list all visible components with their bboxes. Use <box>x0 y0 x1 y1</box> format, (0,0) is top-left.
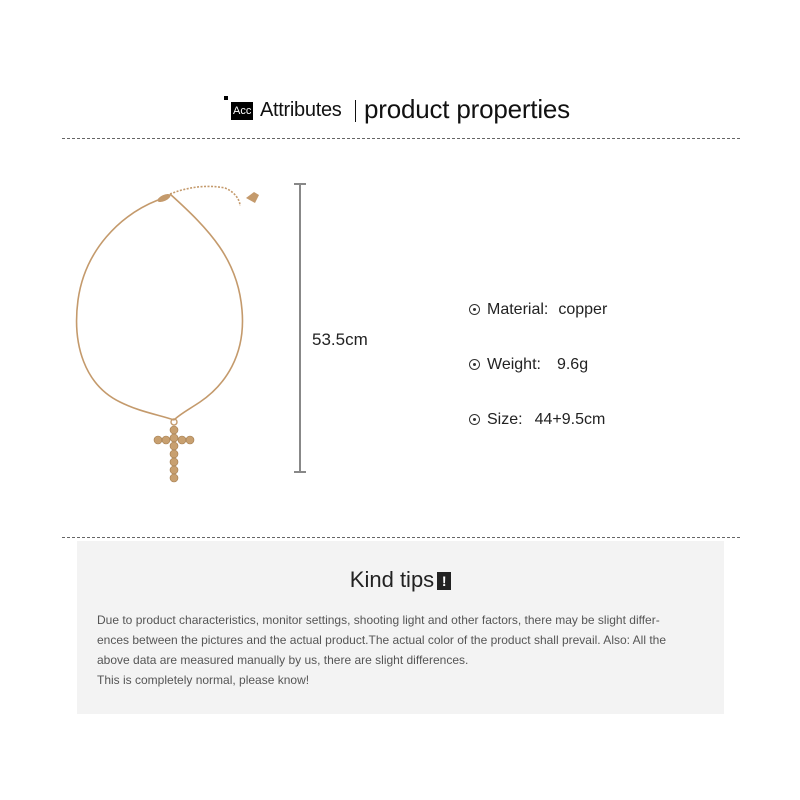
header-separator <box>355 100 356 122</box>
length-ruler <box>290 180 310 476</box>
spec-key: Material: <box>487 300 549 318</box>
kind-tips-box <box>77 541 724 714</box>
spec-key: Size: <box>487 410 523 428</box>
tips-line: ences between the pictures and the actual product.The actual color of the product shall prevail. Also: All the <box>97 633 667 647</box>
spec-value: copper <box>558 300 608 318</box>
exclamation-icon: ! <box>437 572 451 590</box>
length-label: 53.5cm <box>312 330 368 349</box>
spec-list <box>469 282 607 447</box>
bullet-icon <box>469 304 480 315</box>
header-dot <box>224 96 228 100</box>
header-attributes-label: Attributes <box>260 99 342 121</box>
page-title: product properties <box>364 94 570 124</box>
tips-body <box>97 610 709 690</box>
tips-line: Due to product characteristics, monitor settings, shooting light and other factors, there may be slight differ- <box>97 613 660 627</box>
tips-line: This is completely normal, please know! <box>97 673 310 687</box>
header-badge: Acc <box>231 102 253 120</box>
spec-key: Weight: <box>487 355 541 373</box>
spec-row-material <box>469 282 607 337</box>
spec-value: 9.6g <box>556 355 589 373</box>
tips-title <box>77 567 724 593</box>
spec-row-weight <box>469 337 607 392</box>
spec-value: 44+9.5cm <box>534 410 606 428</box>
spec-row-size <box>469 392 607 447</box>
bullet-icon <box>469 414 480 425</box>
divider-top <box>62 138 740 139</box>
tips-line: above data are measured manually by us, there are slight differences. <box>97 653 469 667</box>
section-header <box>0 92 800 132</box>
divider-middle <box>62 537 740 538</box>
tips-title-text: Kind tips <box>349 567 435 592</box>
product-image <box>60 170 280 490</box>
bullet-icon <box>469 359 480 370</box>
